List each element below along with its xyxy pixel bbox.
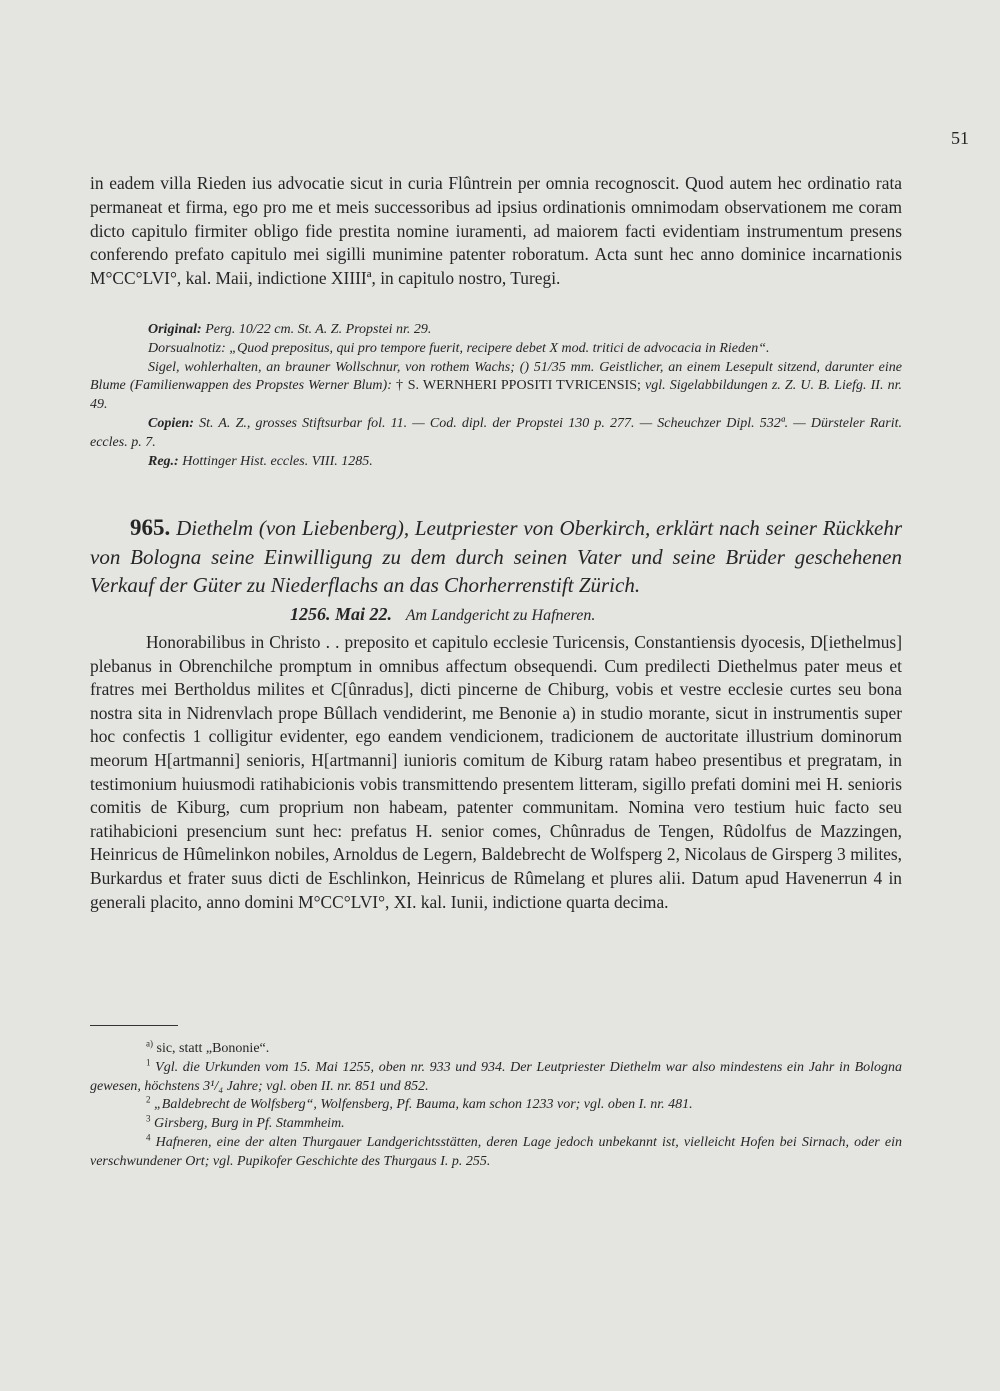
footnote [90, 1059, 902, 1097]
note-reg [90, 453, 902, 472]
note-sigel-legend: † S. WERNHERI PPOSITI TVRICENSIS; [395, 378, 641, 394]
footnote-text: sic, statt „Bononie“. [156, 1041, 270, 1056]
note-dorsal-text: „Quod prepositus, qui pro tempore fuerit, recipere debet X mod. tritici de advocacia in Rieden“. [229, 340, 770, 356]
footnote-mark: 1 [146, 1057, 151, 1068]
note-original [90, 321, 902, 340]
footnote-mark: 2 [146, 1094, 151, 1105]
footnote [90, 1134, 902, 1172]
note-copien-label: Copien: [148, 415, 194, 431]
source-notes [90, 321, 902, 471]
document-dateline [290, 604, 595, 625]
note-dorsal-label: Dorsualnotiz: [148, 340, 226, 356]
note-sigel [90, 359, 902, 415]
footnote-text: „Baldebrecht de Wolfsberg“, Wolfensberg, Pf. Bauma, kam schon 1233 vor; vgl. oben I. nr. 481. [154, 1097, 693, 1113]
note-original-label: Original: [148, 322, 202, 337]
footnote-text: Hafneren, eine der alten Thurgauer Landgerichtsstätten, deren Lage jedoch unbekannt ist, vielleicht Hofen bei Sirnach, oder ein verschwundener Ort; vgl. Pupikofer Geschichte des Thurgaus I. p. 255. [90, 1134, 903, 1169]
footnote-mark: 4 [146, 1132, 151, 1143]
footnote-divider [90, 1025, 178, 1026]
note-reg-text: Hottinger Hist. eccles. VIII. 1285. [182, 453, 373, 469]
document-date: 1256. Mai 22. [290, 604, 393, 624]
footnote [90, 1096, 902, 1115]
footnotes [90, 1040, 902, 1172]
note-reg-label: Reg.: [148, 453, 179, 469]
note-original-text: Perg. 10/22 cm. St. A. Z. Propstei nr. 29. [205, 322, 432, 337]
page-number: 51 [951, 128, 969, 148]
footnote-text: Vgl. die Urkunden vom 15. Mai 1255, oben nr. 933 und 934. Der Leutpriester Diethelm war also mindestens ein Jahr in Bologna gewesen, höchstens 3¹/₄ Jahre; vgl. oben II. nr. 851 und 852. [90, 1059, 903, 1094]
footnote [90, 1040, 902, 1059]
document-number: 965. [130, 515, 171, 540]
footnote-text: Girsberg, Burg in Pf. Stammheim. [154, 1116, 345, 1132]
note-sigel-ref: vgl. Sigelabbildungen z. Z. U. B. Liefg. II. nr. 49. [90, 378, 902, 413]
charter-text [90, 631, 902, 914]
document-place: Am Landgericht zu Hafneren. [405, 607, 596, 624]
note-dorsal [90, 340, 902, 359]
footnote-mark: a) [146, 1038, 153, 1049]
note-copien-text: St. A. Z., grosses Stiftsurbar fol. 11. — Cod. dipl. der Propstei 130 p. 277. — Scheuchzer Dipl. 532ª. — Dürsteler Rarit. eccles. p. 7. [90, 415, 903, 450]
footnote-mark: 3 [146, 1113, 151, 1124]
footnote [90, 1115, 902, 1134]
document-title: Diethelm (von Liebenberg), Leutpriester von Oberkirch, erklärt nach seiner Rückkehr von Bologna seine Einwilligung zu dem durch seinen Vater und seine Brüder geschehenen Verkauf der Güter zu Niederflachs an das Chorherrenstift Zürich. [90, 516, 903, 597]
document-heading [90, 514, 902, 600]
continuation-paragraph: in eadem villa Rieden ius advocatie sicut in curia Flûntrein per omnia recognoscit. Quod autem hec ordinatio rata permaneat et firma, ego pro me et meis successoribus ad ipsius ordinationis omnimodam observationem me coram dicto capitulo firmiter obligo fide prestita nomine iuramenti, ad maiorem facti evidentiam instrumentum presens conferendo prefato capitulo mei sigilli munimine patenter roboratum. Acta sunt hec anno dominice incarnationis M°CC°LVI°, kal. Maii, indictione XIIIIª, in capitulo nostro, Turegi. [90, 173, 902, 289]
note-sigel-text: Sigel, wohlerhalten, an brauner Wollschnur, von rothem Wachs; () 51/35 mm. Geistlicher, an einem Lesepult sitzend, darunter eine Blume (Familienwappen des Propstes Werner Blum): [90, 359, 902, 394]
charter-paragraph: Honorabilibus in Christo . . preposito et capitulo ecclesie Turicensis, Constantiensis dyocesis, D[iethelmus] plebanus in Obrenchilche promptum in omnibus affectum obsequendi. Cum predilecti Diethelmus pater meus et fratres mei Bertholdus milites et C[ûnradus], dicti pincerne de Chiburg, vobis et vestre ecclesie curtes seu bona nostra sita in Nidrenvlach prope Bûllach vendiderint, me Benonie a) in studio morante, sicut in instrumentis super hoc confectis 1 colligitur evidenter, ego eandem vendicionem, tradicionem de auctoritate illustrium dominorum meorum H[artmanni] senioris, H[artmanni] iunioris comitum de Kiburg ratam habeo presentibus et pregratam, in testimonium huiusmodi ratihabicionis vobis transmittendo presentem litteram, sigillo prefati domini mei H. senioris comitis de Kiburg, cum proprium non habeam, patenter communitam. Nomina vero testium huic facto seu ratihabicioni presencium sunt hec: prefatus H. senior comes, Chûnradus de Tengen, Rûdolfus de Mazzingen, Heinricus de Hûmelinkon nobiles, Arnoldus de Legern, Baldebrecht de Wolfsperg 2, Nicolaus de Girsperg 3 milites, Burkardus et frater suus dicti de Eschlinkon, Heinricus de Rûmelang et plures alii. Datum apud Havenerrun 4 in generali placito, anno domini M°CC°LVI°, XI. kal. Iunii, indictione quarta decima. [90, 632, 902, 912]
note-copien [90, 415, 902, 453]
